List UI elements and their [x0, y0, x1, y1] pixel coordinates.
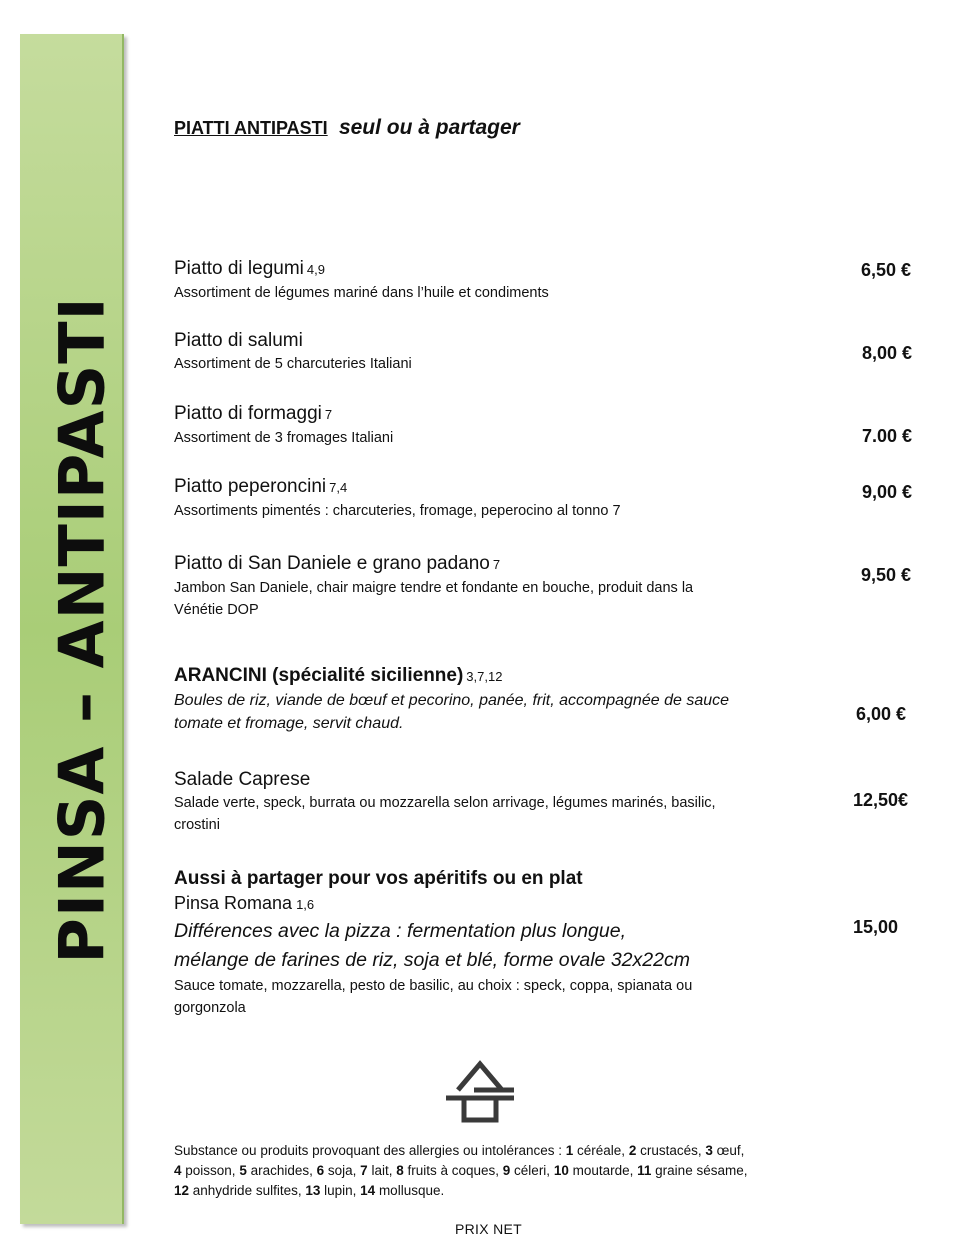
allergen-number: 4: [174, 1163, 182, 1178]
section-title: PIATTI ANTIPASTI: [174, 118, 328, 138]
item-allergens: 7,4: [329, 480, 348, 495]
section-subtitle: seul ou à partager: [338, 116, 520, 139]
allergen-entry: [705, 1143, 744, 1158]
allergen-number: 7: [360, 1163, 368, 1178]
item-desc-continued: tomate et fromage, servit chaud.: [174, 715, 404, 732]
fait-maison-house-icon: [444, 1058, 516, 1124]
side-banner-title: PINSA – ANTIPASTI: [45, 296, 119, 964]
item-desc-continued: Vénétie DOP: [174, 602, 259, 618]
allergen-number: 5: [239, 1163, 247, 1178]
allergen-number: 10: [553, 1163, 569, 1178]
item-name: Piatto di formaggi: [174, 403, 322, 424]
allergen-label: arachides,: [246, 1163, 317, 1178]
section-header: [174, 116, 520, 140]
allergen-label: soja,: [324, 1163, 361, 1178]
item-desc: Assortiment de 3 fromages Italiani: [174, 430, 394, 446]
allergen-number: 13: [305, 1183, 321, 1198]
allergen-label: céleri,: [510, 1163, 554, 1178]
allergen-entry: [239, 1163, 316, 1178]
allergen-number: 6: [316, 1163, 325, 1178]
item-allergens: 4,9: [306, 262, 325, 277]
menu-item: [174, 552, 814, 621]
allergen-entry: [360, 1183, 444, 1198]
allergen-number: 3: [705, 1143, 713, 1158]
allergen-entry: [637, 1163, 747, 1178]
item-price: 12,50€: [853, 790, 909, 810]
pinsa-difference-line2: mélange de farines de riz, soja et blé, forme ovale 32x22cm: [174, 949, 690, 971]
menu-item: [174, 768, 814, 836]
prix-net-label: PRIX NET: [455, 1221, 522, 1237]
allergen-entry: [396, 1163, 503, 1178]
allergen-number: 9: [502, 1163, 511, 1178]
item-price: 9,00 €: [862, 482, 913, 502]
item-name: Salade Caprese: [174, 769, 311, 790]
allergen-legend: [174, 1141, 834, 1201]
allergen-label: lupin,: [320, 1183, 361, 1198]
menu-item: [174, 475, 814, 522]
menu-item: [174, 329, 814, 375]
allergen-entry: [305, 1183, 360, 1198]
item-price: 8,00 €: [862, 343, 913, 363]
item-price: 7.00 €: [862, 426, 913, 446]
item-name: ARANCINI (spécialité sicilienne): [174, 665, 464, 686]
menu-item: [174, 664, 814, 735]
pinsa-desc-continued: gorgonzola: [174, 1000, 246, 1016]
pinsa-name: Pinsa Romana: [174, 893, 293, 913]
allergen-label: œuf,: [712, 1143, 745, 1158]
allergen-intro: Substance ou produits provoquant des allergies ou intolérances :: [174, 1143, 566, 1158]
allergen-number: 11: [637, 1163, 652, 1178]
allergen-entry: [566, 1143, 629, 1158]
item-desc: Assortiment de légumes mariné dans l’huile et condiments: [174, 285, 549, 301]
pinsa-heading: Aussi à partager pour vos apéritifs ou en plat: [174, 868, 583, 889]
allergen-label: moutarde,: [568, 1163, 638, 1178]
allergen-entry: [174, 1163, 239, 1178]
allergen-number: 14: [360, 1183, 376, 1198]
item-desc: Jambon San Daniele, chair maigre tendre et fondante en bouche, produit dans la: [174, 580, 694, 596]
item-allergens: 7: [492, 557, 501, 572]
item-desc-continued: crostini: [174, 817, 220, 833]
allergen-entry: [554, 1163, 637, 1178]
menu-item: [174, 402, 814, 449]
allergen-label: mollusque.: [375, 1183, 445, 1198]
allergen-entry: [317, 1163, 361, 1178]
item-price: 6,00 €: [856, 704, 907, 724]
allergen-label: poisson,: [181, 1163, 240, 1178]
allergen-label: anhydride sulfites,: [189, 1183, 306, 1198]
pinsa-desc: Sauce tomate, mozzarella, pesto de basilic, au choix : speck, coppa, spianata ou: [174, 978, 693, 994]
allergen-number: 2: [628, 1143, 637, 1158]
item-price: 6,50 €: [861, 260, 912, 280]
item-desc: Salade verte, speck, burrata ou mozzarella selon arrivage, légumes marinés, basilic,: [174, 795, 716, 811]
allergen-number: 12: [174, 1183, 190, 1198]
allergen-label: crustacés,: [636, 1143, 706, 1158]
allergen-entry: [174, 1183, 305, 1198]
allergen-label: céréale,: [573, 1143, 629, 1158]
item-desc: Boules de riz, viande de bœuf et pecorino, panée, frit, accompagnée de sauce: [174, 692, 730, 709]
allergen-label: lait,: [367, 1163, 397, 1178]
allergen-label: fruits à coques,: [403, 1163, 503, 1178]
allergen-entry: [503, 1163, 554, 1178]
item-name: Piatto di legumi: [174, 258, 304, 279]
item-name: Piatto di San Daniele e grano padano: [174, 553, 490, 574]
menu-item: [174, 257, 814, 304]
allergen-number: 1: [565, 1143, 574, 1158]
allergen-label: graine sésame,: [651, 1163, 748, 1178]
item-name: Piatto peperoncini: [174, 476, 327, 497]
allergen-number: 8: [396, 1163, 404, 1178]
pinsa-difference-line1: Différences avec la pizza : fermentation plus longue,: [174, 920, 626, 942]
allergen-entry: [360, 1163, 396, 1178]
pinsa-section: [174, 867, 834, 1019]
item-allergens: 7: [324, 407, 333, 422]
pinsa-price: 15,00: [853, 917, 899, 937]
pinsa-allergens: 1,6: [296, 897, 315, 912]
item-name: Piatto di salumi: [174, 330, 303, 351]
allergen-entry: [629, 1143, 706, 1158]
item-price: 9,50 €: [861, 565, 912, 585]
item-desc: Assortiment de 5 charcuteries Italiani: [174, 356, 412, 372]
item-allergens: 3,7,12: [466, 669, 503, 684]
item-desc: Assortiments pimentés : charcuteries, fromage, peperocino al tonno 7: [174, 503, 621, 519]
